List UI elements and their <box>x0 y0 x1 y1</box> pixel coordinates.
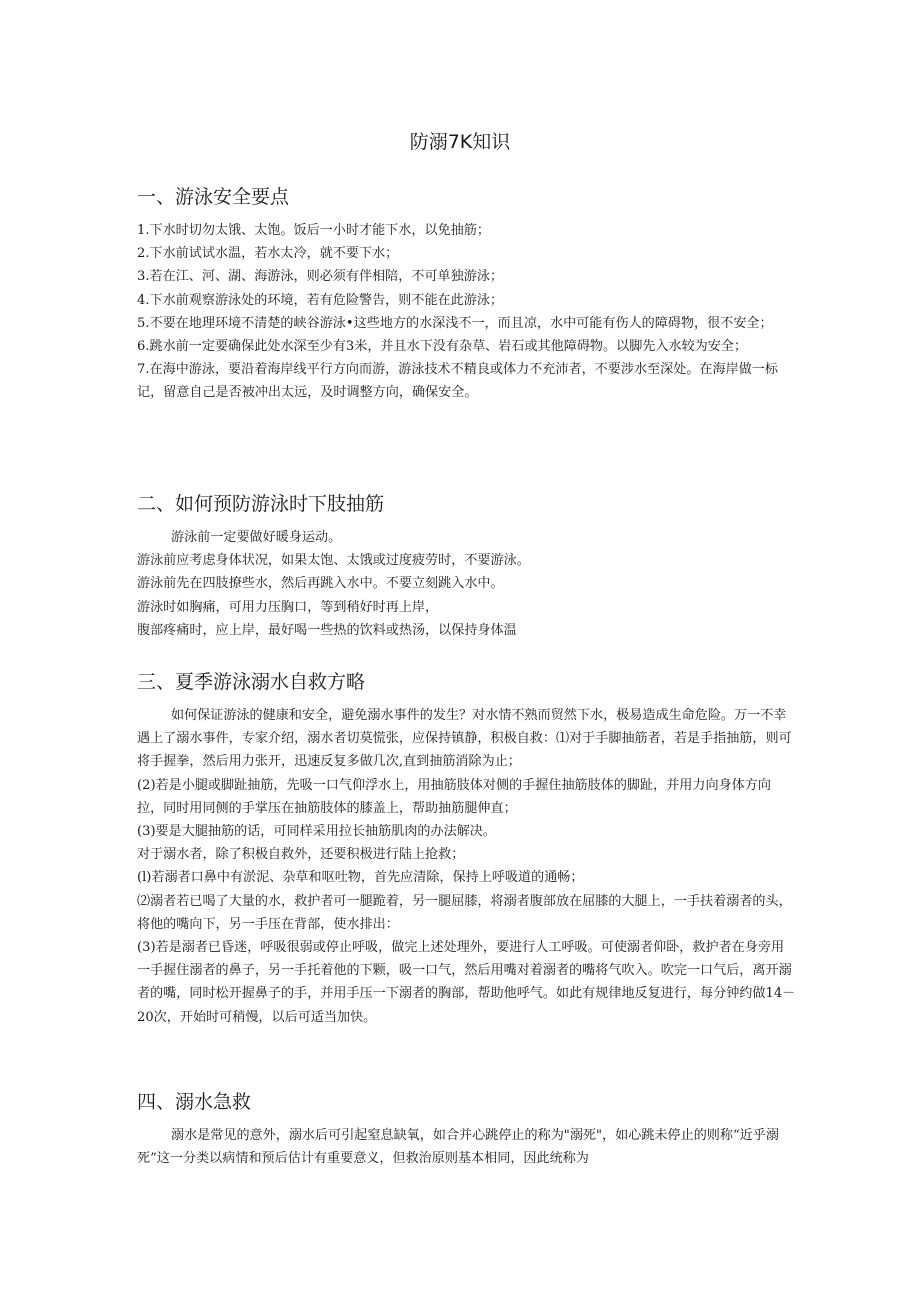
paragraph: (3)若是溺者已昏迷，呼吸很弱或停止呼吸，做完上述处理外，要进行人工呼吸。可使溺者仰卧，救护者在身旁用一手握住溺者的鼻子，另一手托着他的下颗，吸一口气，然后用嘴对着溺者的嘴将气吹入。吹完一口气后，离开溺者的嘴，同时松开握鼻子的手，并用手压一下溺者的胸部，帮助他呼气。如此有规律地反复进行，每分钟约做14－20次，开始时可稍慢，以后可适当加快。 <box>137 940 796 1025</box>
paragraph: 溺水是常见的意外，溺水后可引起窒息缺氧，如合并心跳停止的称为"溺死"，如心跳未停止的则称“近乎溺死”这一分类以病情和预后估计有重要意义，但救治原则基本相同，因此统称为 <box>137 1128 779 1167</box>
paragraph: 2.下水前试试水温，若水太冷，就不要下水； <box>137 246 399 262</box>
paragraph: (3)要是大腿抽筋的话，可同样采用拉长抽筋肌肉的办法解决。 <box>137 824 496 840</box>
paragraph: 游泳前一定要做好暖身运动。 <box>171 530 342 545</box>
paragraph: 5.不要在地理环境不清楚的峡谷游泳•这些地方的水深浅不一，而且凉，水中可能有伤人的障碍物，很不安全； <box>137 315 773 331</box>
paragraph: 6.跳水前一定要确保此处水深至少有3米，并且水下没有杂草、岩石或其他障碍物。以脚先入水较为安全； <box>137 339 748 355</box>
paragraph: 游泳前先在四肢撩些水，然后再跳入水中。不要立刻跳入水中。 <box>137 576 504 592</box>
paragraph: 对于溺水者，除了积极自救外，还要积极进行陆上抢救； <box>137 847 465 863</box>
paragraph: 7.在海中游泳，要沿着海岸线平行方向而游，游泳技术不精良或体力不充沛者，不要涉水至深处。在海岸做一标记，留意自己是否被冲出太远，及时调整方向，确保安全。 <box>137 362 778 401</box>
section-prevent-cramps <box>137 490 797 642</box>
section-heading: 二、如何预防游泳时下肢抽筋 <box>137 493 385 515</box>
paragraph: 4.下水前观察游泳处的环境，若有危险警告，则不能在此游泳； <box>137 292 504 308</box>
paragraph: 腹部疼痛时，应上岸，最好喝一些热的饮料或热汤，以保持身体温 <box>137 622 517 638</box>
document-title: 防溺7K知识 <box>409 131 511 153</box>
paragraph: 如何保证游泳的健康和安全，避免溺水事件的发生？对水情不熟而贸然下水，极易造成生命危险。万一不幸遇上了溺水事件，专家介绍，溺水者切莫慌张，应保持镇静，积极自救：⑴对于手脚抽筋者，若是手指抽筋，则可将手握拳，然后用力张开，迅速反复多做几次,直到抽筋消除为止； <box>137 708 792 770</box>
section-self-rescue <box>137 668 797 1029</box>
paragraph: 游泳时如胸痛，可用力压胸口，等到稍好时再上岸， <box>137 599 439 615</box>
paragraph: 1.下水时切勿太饿、太饱。饭后一小时才能下水，以免抽筋； <box>137 223 490 238</box>
paragraph: (l)若溺者口鼻中有淤泥、杂草和呕吐物，首先应清除，保持上呼吸道的通畅； <box>137 870 584 886</box>
section-heading: 三、夏季游泳溺水自救方略 <box>137 671 366 693</box>
section-heading: 四、溺水急救 <box>137 1091 252 1113</box>
section-heading: 一、游泳安全要点 <box>137 186 290 208</box>
paragraph: (2)若是小腿或脚趾抽筋，先吸一口气仰浮水上，用抽筋肢体对侧的手握住抽筋肢体的脚趾，并用力向身体方向拉，同时用同侧的手掌压在抽筋肢体的膝盖上，帮助抽筋腿伸直； <box>137 777 771 816</box>
paragraph: 游泳前应考虑身体状况，如果太饱、太饿或过度疲劳时，不要游泳。 <box>137 553 530 569</box>
paragraph: 3.若在江、河、湖、海游泳，则必须有伴相陪，不可单独游泳； <box>137 269 504 285</box>
paragraph: ⑵溺者若已喝了大量的水，救护者可一腿跪着，另一腿屈膝，将溺者腹部放在屈膝的大腿上，一手扶着溺者的头，将他的嘴向下，另一手压在背部，使水排出： <box>137 893 792 932</box>
section-drowning-first-aid <box>137 1088 797 1170</box>
section-swimming-safety <box>137 183 797 405</box>
